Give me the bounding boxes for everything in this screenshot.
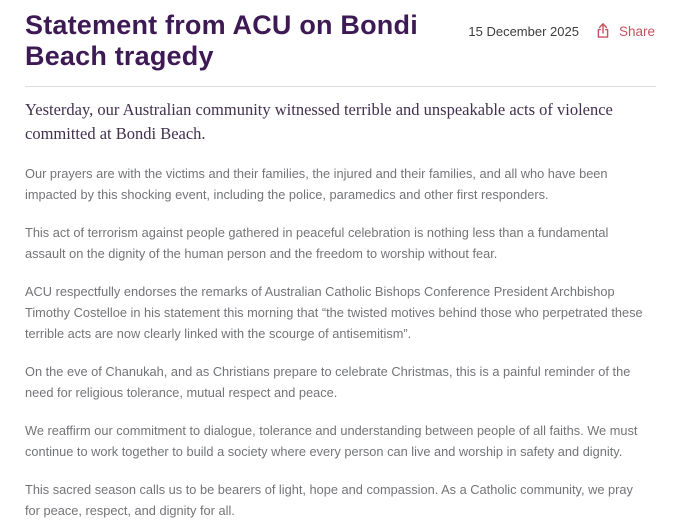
body-paragraph: This act of terrorism against people gathered in peaceful celebration is nothing less than a fundamental assault on the dignity of the human person and the freedom to worship without fear. bbox=[25, 225, 609, 261]
divider bbox=[25, 86, 656, 87]
publish-date: 15 December 2025 bbox=[468, 23, 579, 39]
share-icon bbox=[595, 22, 611, 40]
article-body bbox=[25, 98, 655, 521]
body-paragraph: On the eve of Chanukah, and as Christians prepare to celebrate Christmas, this is a painful reminder of the need for religious tolerance, mutual respect and peace. bbox=[25, 364, 631, 400]
body-paragraph: We reaffirm our commitment to dialogue, tolerance and understanding between people of all faiths. We must continue to work together to build a society where every person can live and worship in safety and dignity. bbox=[25, 423, 638, 459]
lead-paragraph: Yesterday, our Australian community witnessed terrible and unspeakable acts of violence committed at Bondi Beach. bbox=[25, 100, 613, 143]
body-paragraph: Our prayers are with the victims and their families, the injured and their families, and all who have been impacted by this shocking event, including the police, paramedics and other first responders. bbox=[25, 166, 608, 202]
share-button[interactable] bbox=[595, 22, 655, 40]
article-header bbox=[25, 0, 655, 72]
body-paragraph: ACU respectfully endorses the remarks of Australian Catholic Bishops Conference President Archbishop Timothy Costelloe in his statement this morning that “the twisted motives behind those who perpetrated these terrible acts are now clearly linked with the scourge of antisemitism”. bbox=[25, 284, 643, 341]
page-title: Statement from ACU on Bondi Beach tragedy bbox=[25, 10, 418, 71]
article-meta bbox=[468, 22, 655, 40]
share-label: Share bbox=[618, 23, 655, 39]
body-paragraph: This sacred season calls us to be bearers of light, hope and compassion. As a Catholic community, we pray for peace, respect, and dignity for all. bbox=[25, 482, 633, 518]
